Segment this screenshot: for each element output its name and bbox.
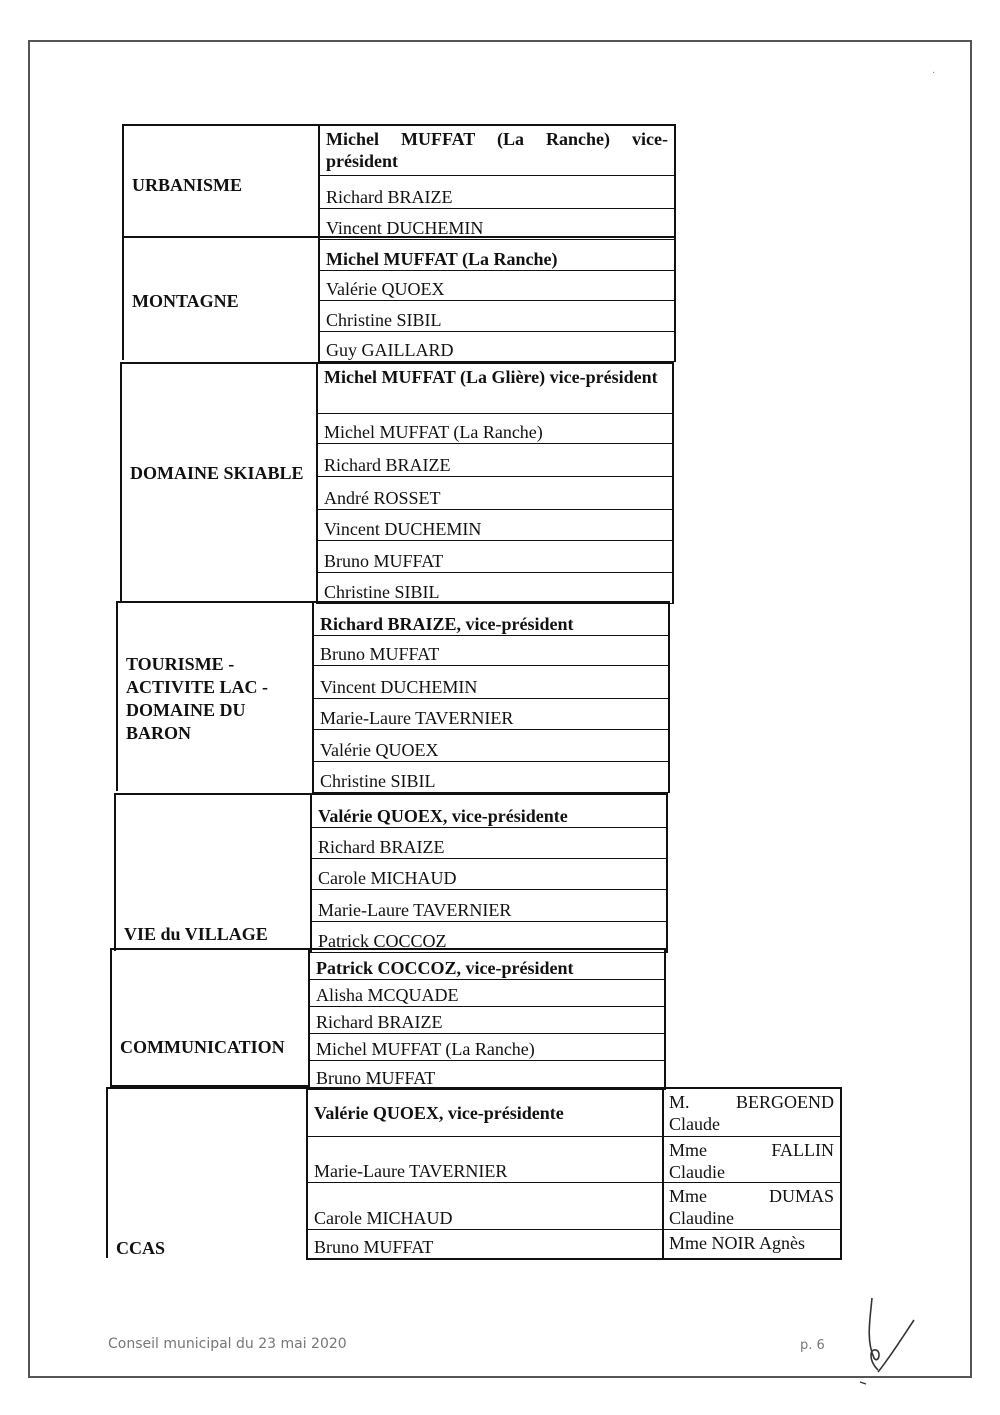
member-row: Carole MICHAUD xyxy=(312,859,666,890)
member-row: Christine SIBIL xyxy=(320,301,674,332)
member-row: Alisha MCQUADE xyxy=(310,980,664,1007)
member-row: Marie-Laure TAVERNIER xyxy=(314,699,668,730)
footer-title: Conseil municipal du 23 mai 2020 xyxy=(108,1336,347,1352)
committee-members xyxy=(316,362,674,604)
member-row: Patrick COCCOZ xyxy=(312,922,666,953)
member-row: André ROSSET xyxy=(318,477,672,510)
signature-mark xyxy=(852,1290,922,1390)
committee-name: MONTAGNE xyxy=(132,291,239,311)
member-row: Carole MICHAUD xyxy=(308,1183,662,1230)
member-row: Richard BRAIZE xyxy=(310,1007,664,1034)
member-row: Marie-Laure TAVERNIER xyxy=(308,1137,662,1183)
member-row: Michel MUFFAT (La Ranche) xyxy=(310,1034,664,1061)
member-row: Richard BRAIZE xyxy=(312,828,666,859)
external-member-row: Mme DUMAS Claudine xyxy=(663,1183,840,1230)
vice-president-row: Michel MUFFAT (La Ranche) vice-président xyxy=(320,126,674,176)
member-row: Richard BRAIZE xyxy=(320,176,674,209)
vice-president-row: Michel MUFFAT (La Glière) vice-président xyxy=(318,364,672,414)
committee-category-cell xyxy=(120,362,316,602)
committee-category-cell xyxy=(110,948,308,1088)
external-member-row: M. BERGOEND Claude xyxy=(663,1089,840,1137)
member-row: Valérie QUOEX xyxy=(320,271,674,301)
committee-category-cell xyxy=(122,124,318,238)
member-row: Guy GAILLARD xyxy=(320,332,674,362)
committee-category-cell xyxy=(122,236,318,360)
member-row: Valérie QUOEX xyxy=(314,730,668,762)
committee-name: URBANISME xyxy=(132,175,243,195)
external-member-row: Mme NOIR Agnès xyxy=(669,1233,805,1253)
vice-president-row: Valérie QUOEX, vice-présidente xyxy=(312,795,666,828)
member-row: Bruno MUFFAT xyxy=(314,636,668,666)
committee-name: DOMAINE SKIABLE xyxy=(130,463,304,483)
vice-president-row: Richard BRAIZE, vice-président xyxy=(314,603,668,636)
committee-members xyxy=(318,124,676,240)
committee-name: COMMUNICATION xyxy=(120,1037,285,1057)
member-row: Vincent DUCHEMIN xyxy=(318,510,672,541)
committee-category-cell xyxy=(114,793,310,951)
member-row: Christine SIBIL xyxy=(318,573,672,604)
member-row: Michel MUFFAT (La Ranche) xyxy=(318,414,672,444)
committee-category-cell xyxy=(116,601,312,791)
committee-members xyxy=(306,1087,664,1260)
member-row: Marie-Laure TAVERNIER xyxy=(312,890,666,922)
scan-speck: · xyxy=(932,68,936,79)
committee-members xyxy=(308,948,666,1090)
member-row: Bruno MUFFAT xyxy=(310,1061,664,1090)
external-members xyxy=(662,1087,842,1260)
page-number: p. 6 xyxy=(800,1338,825,1353)
committee-name: CCAS xyxy=(116,1238,166,1258)
vice-president-row: Michel MUFFAT (La Ranche) xyxy=(320,238,674,271)
vice-president-row: Patrick COCCOZ, vice-président xyxy=(310,950,664,980)
vice-president-row: Valérie QUOEX, vice-présidente xyxy=(308,1089,662,1137)
member-row: Vincent DUCHEMIN xyxy=(314,666,668,699)
table-divider xyxy=(110,1085,308,1087)
member-row: Bruno MUFFAT xyxy=(308,1230,662,1260)
committee-members xyxy=(312,601,670,793)
committee-name: VIE du VILLAGE xyxy=(124,924,268,944)
committee-members xyxy=(310,793,668,953)
external-member-row: Mme FALLIN Claudie xyxy=(663,1137,840,1183)
committee-category-cell xyxy=(106,1087,306,1258)
member-row: Vincent DUCHEMIN xyxy=(320,209,674,240)
committee-members xyxy=(318,236,676,362)
committee-name: TOURISME - ACTIVITE LAC - DOMAINE DU BARON xyxy=(126,654,269,743)
member-row: Christine SIBIL xyxy=(314,762,668,793)
member-row: Richard BRAIZE xyxy=(318,444,672,477)
member-row: Bruno MUFFAT xyxy=(318,541,672,573)
